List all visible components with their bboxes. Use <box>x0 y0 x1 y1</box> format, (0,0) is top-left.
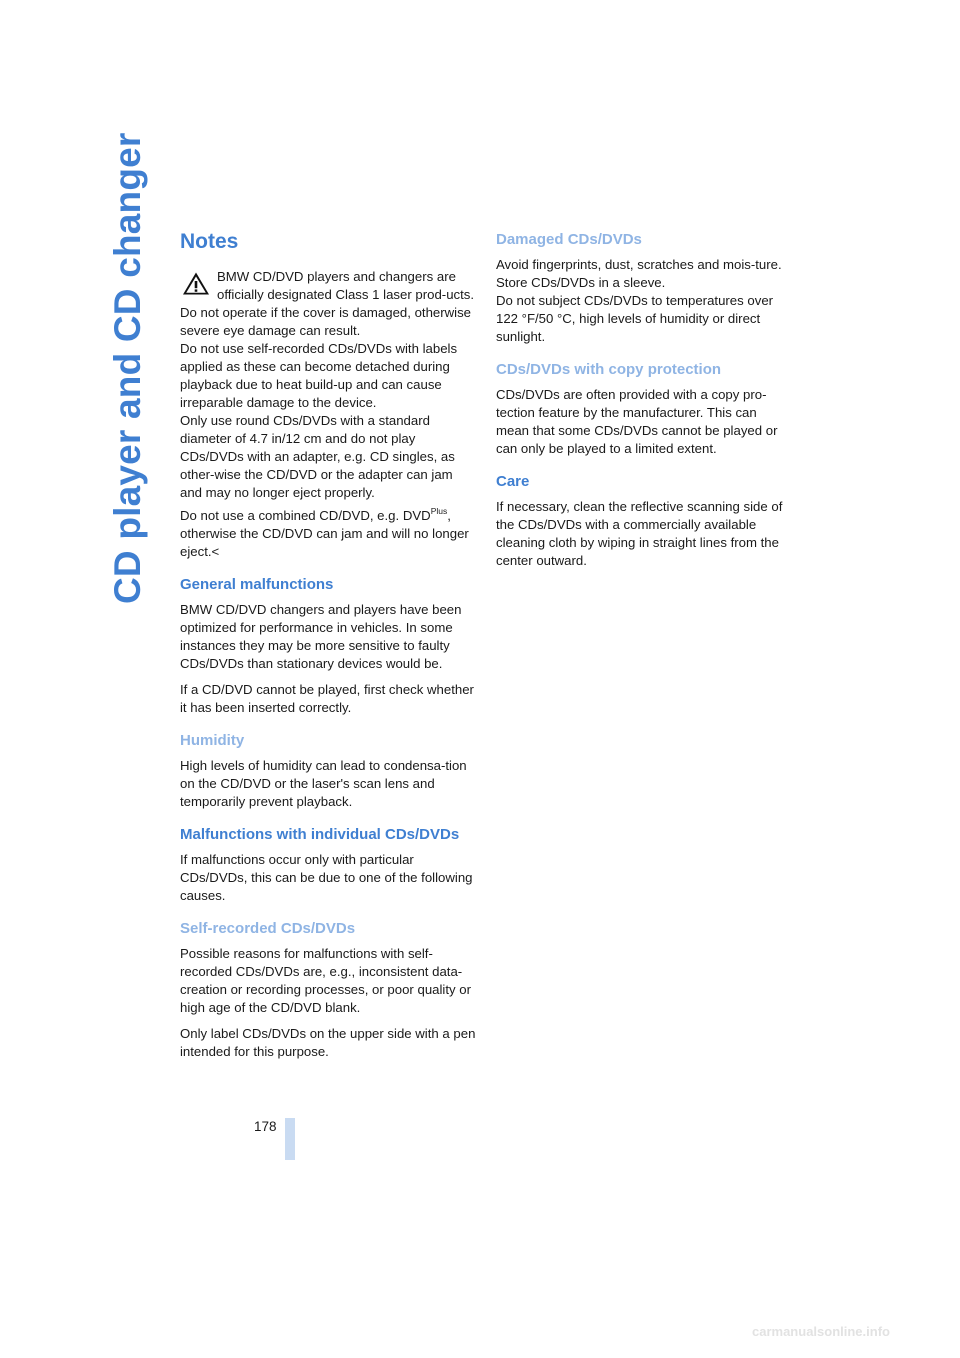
notes-para-4-before: Do not use a combined CD/DVD, e.g. DVD <box>180 508 431 523</box>
end-mark: < <box>211 544 220 559</box>
copy-protection-para-1: CDs/DVDs are often provided with a copy pro-tection feature by the manufacturer. This can mean that some CDs/DVDs cannot be played or can only be played to a limited extent. <box>496 387 778 456</box>
notes-para-3: Only use round CDs/DVDs with a standard diameter of 4.7 in/12 cm and do not play CDs/DVDs with an adapter, e.g. CD singles, as other-wise the CD/DVD or the adapter can jam and may no longer eject properly. <box>180 413 455 500</box>
chapter-side-title-text: CD player and CD changer <box>107 132 148 604</box>
notes-para-1-first: BMW CD/DVD players and changers are <box>217 269 456 284</box>
humidity-para-1: High levels of humidity can lead to condensa-tion on the CD/DVD or the laser's scan lens and temporarily prevent playback. <box>180 758 467 809</box>
general-para-1: BMW CD/DVD changers and players have been optimized for performance in vehicles. In some instances they may be more sensitive to faulty CDs/DVDs than stationary devices would be. <box>180 602 462 671</box>
notes-para-1-rest: officially designated Class 1 laser prod-ucts. Do not operate if the cover is damaged, otherwise severe eye damage can result. <box>180 287 475 338</box>
damaged-heading: Damaged CDs/DVDs <box>496 231 642 248</box>
footer-watermark: carmanualsonline.info <box>752 1324 890 1339</box>
self-recorded-para-1: Possible reasons for malfunctions with self-recorded CDs/DVDs are, e.g., inconsistent data-creation or recording processes, or poor quality or high age of the CD/DVD blank. <box>180 946 472 1015</box>
notes-heading: Notes <box>180 230 239 253</box>
general-para-2: If a CD/DVD cannot be played, first check whether it has been inserted correctly. <box>180 682 474 715</box>
notes-para-4 <box>180 502 476 561</box>
copy-protection-heading: CDs/DVDs with copy protection <box>496 361 722 378</box>
notes-para-4-after: , otherwise the CD/DVD can jam and will no longer eject. <box>180 508 469 559</box>
notes-warning-block <box>180 268 476 561</box>
right-column <box>496 226 792 578</box>
page-number: 178 <box>254 1119 277 1134</box>
dvd-plus-superscript: Plus <box>430 506 448 516</box>
left-column <box>180 226 476 1069</box>
individual-para-1: If malfunctions occur only with particular CDs/DVDs, this can be due to one of the following causes. <box>180 852 473 903</box>
individual-malfunctions-heading: Malfunctions with individual CDs/DVDs <box>180 826 460 843</box>
general-malfunctions-heading: General malfunctions <box>180 576 334 593</box>
page-number-bar <box>285 1118 295 1160</box>
damaged-line-1: Avoid fingerprints, dust, scratches and mois-ture. <box>496 257 782 272</box>
damaged-line-3: Do not subject CDs/DVDs to temperatures over 122 °F/50 °C, high levels of humidity or direct sunlight. <box>496 293 774 344</box>
humidity-heading: Humidity <box>180 732 245 749</box>
self-recorded-para-2: Only label CDs/DVDs on the upper side with a pen intended for this purpose. <box>180 1026 476 1059</box>
damaged-line-2: Store CDs/DVDs in a sleeve. <box>496 275 666 290</box>
warning-triangle-icon <box>182 271 210 296</box>
care-para-1: If necessary, clean the reflective scanning side of the CDs/DVDs with a commercially available cleaning cloth by wiping in straight lines from the center outward. <box>496 499 783 568</box>
self-recorded-heading: Self-recorded CDs/DVDs <box>180 920 356 937</box>
notes-para-2: Do not use self-recorded CDs/DVDs with labels applied as these can become detached during playback due to heat build-up and can cause irreparable damage to the device. <box>180 341 458 410</box>
care-heading: Care <box>496 473 530 490</box>
